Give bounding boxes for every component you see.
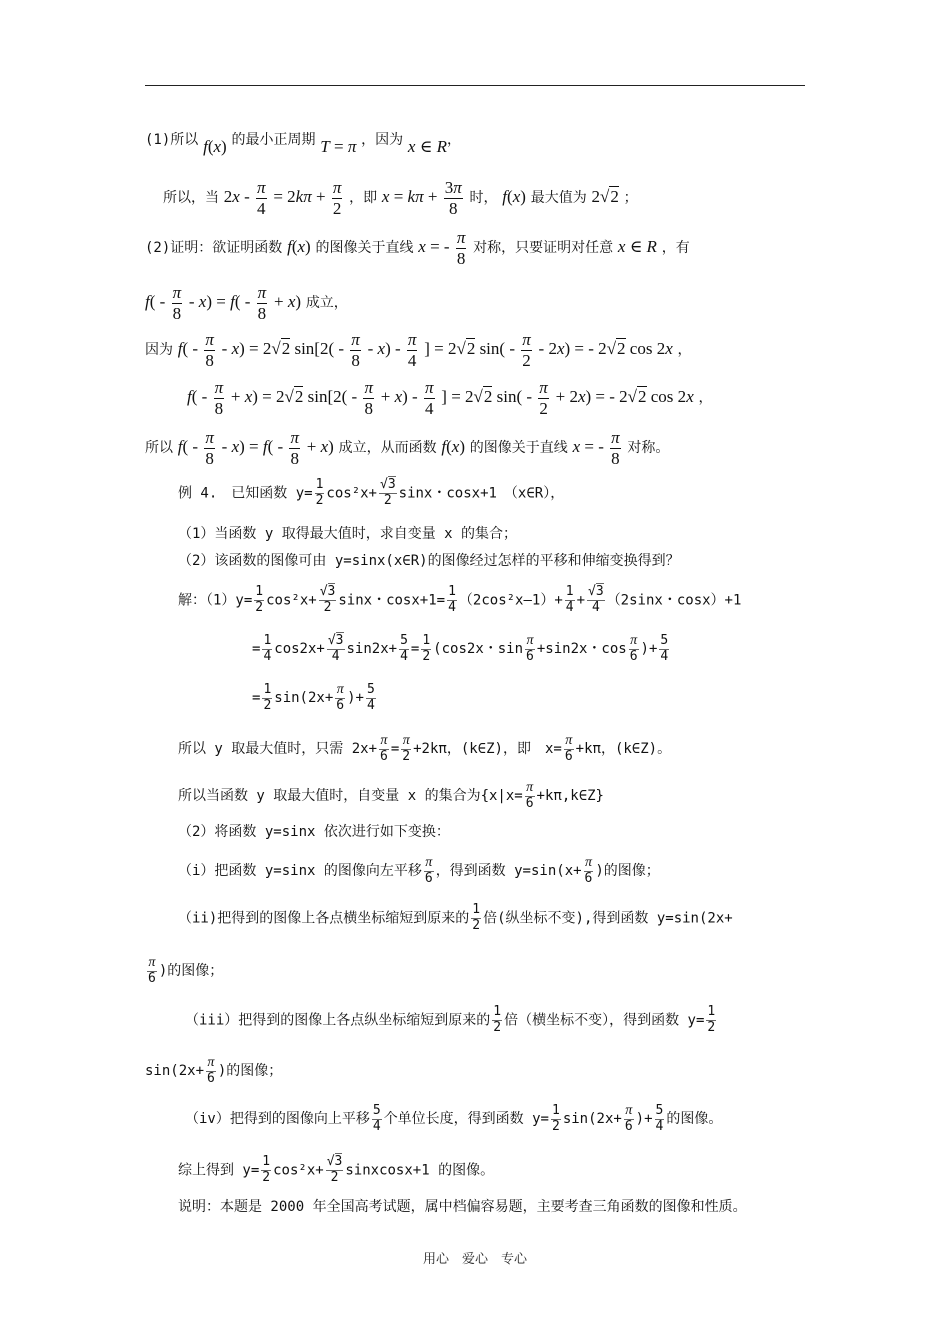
- summary-line: 综上得到 y= $\frac{1}{2}$ cos²x+ $\frac{√3}{2}$ sinxcosx+1 的图像。: [178, 1154, 495, 1185]
- solution-line-7: 所以 f( - $\frac{\pi}{8}$ - x) = f( - $\frac{\pi}{8}$ + x) 成立，从而函数 f(x) 的图像关于直线 x = - $\frac{\pi}{8}$ 对称。: [145, 428, 670, 468]
- transform-step-iii: （iii）把得到的图像上各点纵坐标缩短到原来的 $\frac{1}{2}$ 倍（横坐标不变），得到函数 y= $\frac{1}{2}$: [185, 1004, 716, 1035]
- solution-step-6: （2）将函数 y=sinx 依次进行如下变换：: [178, 824, 450, 840]
- explanation-note: 说明：本题是 2000 年全国高考试题，属中档偏容易题，主要考查三角函数的图像和性质。: [178, 1199, 747, 1215]
- solution-step-2: = $\frac{1}{4}$ cos2x+ $\frac{√3}{4}$ sin2x+ $\frac{5}{4}$ = $\frac{1}{2}$ (cos2x・sin $\frac{\pi}{6}$ +sin2x・cos $\frac{\pi}{6}$ )+ $\frac{5}{4}$: [252, 632, 669, 665]
- transform-step-i: （i）把函数 y=sinx 的图像向左平移 $\frac{\pi}{6}$ ，得到函数 y=sin(x+ $\frac{\pi}{6}$ )的图像；: [178, 855, 660, 887]
- solution-step-1: 解：（1）y= $\frac{1}{2}$ cos²x+ $\frac{√3}{2}$ sinx・cosx+1= $\frac{1}{4}$ （2cos²x—1）+ $\frac{1}{4}$ + $\frac{√3}{4}$ （2sinx・cosx）+1: [178, 584, 742, 615]
- question-2: （2）该函数的图像可由 y=sinx(x∈R)的图像经过怎样的平移和伸缩变换得到？: [178, 553, 680, 569]
- solution-step-4: 所以 y 取最大值时，只需 2x+ $\frac{\pi}{6}$ = $\frac{\pi}{2}$ +2kπ，(k∈Z)，即 x= $\frac{\pi}{6}$ +kπ，(k∈Z)。: [178, 733, 672, 765]
- solution-line-6: f( - $\frac{\pi}{8}$ + x) = 2√2 sin[2( - $\frac{\pi}{8}$ + x) - $\frac{\pi}{4}$ ] = 2√2 sin( - $\frac{\pi}{2}$ + 2x) = - 2√2 cos 2x ，: [187, 378, 713, 418]
- solution-line-2: 所以，当 2x - $\frac{\pi}{4}$ = 2kπ + $\frac{\pi}{2}$ ，即 x = kπ + $\frac{3\pi}{8}$ 时， f(x) 最大值为 2√2 ；: [163, 178, 638, 218]
- header-rule: [145, 85, 805, 86]
- transform-step-iv: （iv）把得到的图像向上平移 $\frac{5}{4}$ 个单位长度，得到函数 y= $\frac{1}{2}$ sin(2x+ $\frac{\pi}{6}$ )+ $\frac{5}{4}$ 的图像。: [185, 1102, 723, 1135]
- solution-line-3: (2)证明：欲证明函数 f(x) 的图像关于直线 x = - $\frac{\pi}{8}$ 对称，只要证明对任意 x ∈ R ，有: [145, 228, 690, 268]
- example-4-statement: 例 4. 已知函数 y= $\frac{1}{2}$ cos²x+ $\frac{√3}{2}$ sinx・cosx+1 （x∈R），: [178, 477, 565, 508]
- solution-line-5: 因为 f( - $\frac{\pi}{8}$ - x) = 2√2 sin[2( - $\frac{\pi}{8}$ - x) - $\frac{\pi}{4}$ ] = 2√2 sin( - $\frac{\pi}{2}$ - 2x) = - 2√2 cos 2x ，: [145, 330, 692, 370]
- page-footer: 用心 爱心 专心: [422, 1252, 527, 1267]
- transform-step-ii-cont: $\frac{\pi}{6}$ )的图像；: [148, 955, 224, 987]
- transform-step-ii: （ii)把得到的图像上各点横坐标缩短到原来的 $\frac{1}{2}$ 倍(纵坐标不变),得到函数 y=sin(2x+: [178, 902, 733, 933]
- transform-step-iii-cont: sin(2x+ $\frac{\pi}{6}$ )的图像；: [145, 1055, 283, 1087]
- question-1: （1）当函数 y 取得最大值时，求自变量 x 的集合；: [178, 526, 517, 542]
- solution-line-4: f( - $\frac{\pi}{8}$ - x) = f( - $\frac{\pi}{8}$ + x) 成立，: [145, 283, 348, 323]
- solution-step-3: = $\frac{1}{2}$ sin(2x+ $\frac{\pi}{6}$ )+ $\frac{5}{4}$: [252, 681, 375, 714]
- solution-step-5: 所以当函数 y 取最大值时，自变量 x 的集合为{x|x= $\frac{\pi}{6}$ +kπ,k∈Z}: [178, 780, 604, 812]
- solution-line-1: (1)所以 f(x) 的最小正周期 T = π ，因为 x ∈ R，: [145, 132, 461, 156]
